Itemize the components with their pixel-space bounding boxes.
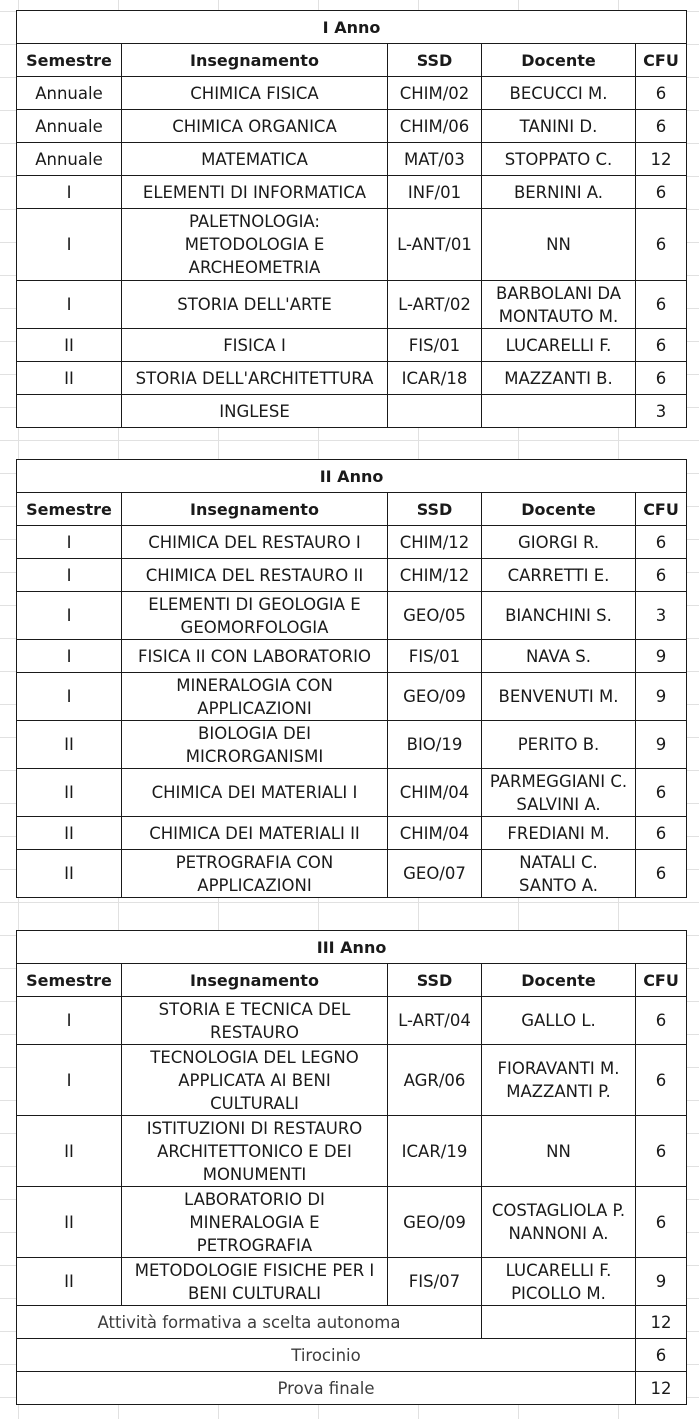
cell-cfu: 6 xyxy=(636,329,687,362)
cell-cfu: 6 xyxy=(636,817,687,850)
cell-docente: NN xyxy=(482,209,636,281)
cell-semestre: II xyxy=(17,362,122,395)
header-insegnamento: Insegnamento xyxy=(122,44,388,77)
table-row xyxy=(17,673,687,721)
cell-ssd: CHIM/06 xyxy=(388,110,482,143)
cell-cfu: 6 xyxy=(636,209,687,281)
cell-semestre: II xyxy=(17,769,122,817)
cell-ssd: FIS/01 xyxy=(388,329,482,362)
cell-cfu: 6 xyxy=(636,176,687,209)
header-ssd: SSD xyxy=(388,964,482,997)
cell-cfu: 6 xyxy=(636,526,687,559)
cell-ssd: L-ART/02 xyxy=(388,281,482,329)
cell-cfu: 6 xyxy=(636,997,687,1045)
table-row xyxy=(17,1045,687,1116)
cell-docente xyxy=(482,395,636,428)
cell-docente: TANINI D. xyxy=(482,110,636,143)
table-row xyxy=(17,176,687,209)
cell-ssd: BIO/19 xyxy=(388,721,482,769)
header-docente: Docente xyxy=(482,493,636,526)
cell-semestre: II xyxy=(17,1187,122,1258)
cell-semestre: II xyxy=(17,1258,122,1306)
cell-cfu: 9 xyxy=(636,673,687,721)
table-row xyxy=(17,640,687,673)
year-2-table xyxy=(16,459,687,898)
table-row xyxy=(17,362,687,395)
cell-cfu: 9 xyxy=(636,640,687,673)
year-3-block xyxy=(16,930,686,1405)
year-title: III Anno xyxy=(17,931,687,964)
cell-cfu: 6 xyxy=(636,559,687,592)
header-cfu: CFU xyxy=(636,493,687,526)
cell-cfu: 6 xyxy=(636,281,687,329)
year-1-block xyxy=(16,10,686,428)
table-row-extra xyxy=(17,1372,687,1405)
cell-insegnamento: METODOLOGIE FISICHE PER I BENI CULTURALI xyxy=(122,1258,388,1306)
cell-cfu: 6 xyxy=(636,110,687,143)
cell-insegnamento: BIOLOGIA DEI MICRORGANISMI xyxy=(122,721,388,769)
header-cfu: CFU xyxy=(636,964,687,997)
cell-insegnamento: CHIMICA DEL RESTAURO II xyxy=(122,559,388,592)
cell-docente: CARRETTI E. xyxy=(482,559,636,592)
cell-activity: Attività formativa a scelta autonoma xyxy=(17,1306,482,1339)
cell-docente: GIORGI R. xyxy=(482,526,636,559)
year-2-block xyxy=(16,459,686,898)
cell-cfu: 6 xyxy=(636,850,687,898)
cell-docente: NATALI C. SANTO A. xyxy=(482,850,636,898)
cell-insegnamento: CHIMICA FISICA xyxy=(122,77,388,110)
cell-cfu: 6 xyxy=(636,1187,687,1258)
cell-semestre: Annuale xyxy=(17,77,122,110)
cell-ssd: CHIM/04 xyxy=(388,769,482,817)
cell-activity: Prova finale xyxy=(17,1372,636,1405)
table-row xyxy=(17,526,687,559)
header-docente: Docente xyxy=(482,44,636,77)
table-row xyxy=(17,1258,687,1306)
cell-docente: MAZZANTI B. xyxy=(482,362,636,395)
cell-cfu: 6 xyxy=(636,1116,687,1187)
cell-insegnamento: STORIA DELL'ARCHITETTURA xyxy=(122,362,388,395)
cell-semestre: II xyxy=(17,1116,122,1187)
cell-semestre: I xyxy=(17,526,122,559)
year-3-table xyxy=(16,930,687,1405)
cell-docente: FIORAVANTI M. MAZZANTI P. xyxy=(482,1045,636,1116)
cell-semestre: I xyxy=(17,673,122,721)
cell-docente: FREDIANI M. xyxy=(482,817,636,850)
cell-semestre: II xyxy=(17,329,122,362)
table-row xyxy=(17,850,687,898)
cell-cfu: 6 xyxy=(636,362,687,395)
cell-semestre: I xyxy=(17,281,122,329)
cell-docente: LUCARELLI F. PICOLLO M. xyxy=(482,1258,636,1306)
table-row xyxy=(17,1187,687,1258)
cell-semestre: I xyxy=(17,640,122,673)
header-semestre: Semestre xyxy=(17,493,122,526)
cell-ssd: AGR/06 xyxy=(388,1045,482,1116)
cell-cfu: 12 xyxy=(636,1306,687,1339)
table-row-extra xyxy=(17,1339,687,1372)
cell-insegnamento: CHIMICA DEL RESTAURO I xyxy=(122,526,388,559)
cell-semestre: Annuale xyxy=(17,110,122,143)
header-cfu: CFU xyxy=(636,44,687,77)
cell-docente: COSTAGLIOLA P. NANNONI A. xyxy=(482,1187,636,1258)
cell-semestre: II xyxy=(17,817,122,850)
header-ssd: SSD xyxy=(388,493,482,526)
cell-ssd: GEO/07 xyxy=(388,850,482,898)
cell-cfu: 6 xyxy=(636,77,687,110)
cell-docente: PARMEGGIANI C. SALVINI A. xyxy=(482,769,636,817)
cell-insegnamento: STORIA DELL'ARTE xyxy=(122,281,388,329)
cell-ssd: L-ART/04 xyxy=(388,997,482,1045)
header-insegnamento: Insegnamento xyxy=(122,964,388,997)
cell-docente: BIANCHINI S. xyxy=(482,592,636,640)
cell-semestre: II xyxy=(17,721,122,769)
cell-ssd: GEO/09 xyxy=(388,673,482,721)
cell-docente: BERNINI A. xyxy=(482,176,636,209)
cell-docente: NAVA S. xyxy=(482,640,636,673)
cell-semestre: I xyxy=(17,176,122,209)
cell-ssd: MAT/03 xyxy=(388,143,482,176)
header-semestre: Semestre xyxy=(17,44,122,77)
cell-insegnamento: MATEMATICA xyxy=(122,143,388,176)
cell-insegnamento: ELEMENTI DI GEOLOGIA E GEOMORFOLOGIA xyxy=(122,592,388,640)
table-row xyxy=(17,395,687,428)
cell-docente: BARBOLANI DA MONTAUTO M. xyxy=(482,281,636,329)
header-insegnamento: Insegnamento xyxy=(122,493,388,526)
table-row xyxy=(17,1116,687,1187)
cell-semestre: I xyxy=(17,997,122,1045)
cell-insegnamento: CHIMICA ORGANICA xyxy=(122,110,388,143)
cell-ssd: CHIM/04 xyxy=(388,817,482,850)
cell-insegnamento: CHIMICA DEI MATERIALI II xyxy=(122,817,388,850)
table-row xyxy=(17,281,687,329)
cell-ssd: CHIM/02 xyxy=(388,77,482,110)
cell-insegnamento: TECNOLOGIA DEL LEGNO APPLICATA AI BENI CULTURALI xyxy=(122,1045,388,1116)
cell-insegnamento: CHIMICA DEI MATERIALI I xyxy=(122,769,388,817)
cell-ssd: FIS/07 xyxy=(388,1258,482,1306)
cell-cfu: 12 xyxy=(636,1372,687,1405)
year-title: I Anno xyxy=(17,11,687,44)
cell-ssd: FIS/01 xyxy=(388,640,482,673)
cell-cfu: 9 xyxy=(636,1258,687,1306)
year-title: II Anno xyxy=(17,460,687,493)
cell-ssd: GEO/05 xyxy=(388,592,482,640)
cell-semestre: I xyxy=(17,209,122,281)
cell-docente: BECUCCI M. xyxy=(482,77,636,110)
year-1-table xyxy=(16,10,687,428)
cell-ssd: CHIM/12 xyxy=(388,526,482,559)
cell-cfu: 6 xyxy=(636,1339,687,1372)
cell-semestre: I xyxy=(17,559,122,592)
cell-cfu: 3 xyxy=(636,395,687,428)
table-row xyxy=(17,997,687,1045)
table-row xyxy=(17,209,687,281)
cell-insegnamento: INGLESE xyxy=(122,395,388,428)
header-ssd: SSD xyxy=(388,44,482,77)
cell-ssd: INF/01 xyxy=(388,176,482,209)
table-row xyxy=(17,769,687,817)
cell-cfu: 6 xyxy=(636,769,687,817)
table-row xyxy=(17,721,687,769)
cell-ssd: CHIM/12 xyxy=(388,559,482,592)
table-row xyxy=(17,817,687,850)
cell-cfu: 3 xyxy=(636,592,687,640)
table-row xyxy=(17,143,687,176)
cell-insegnamento: ISTITUZIONI DI RESTAURO ARCHITETTONICO E DEI MONUMENTI xyxy=(122,1116,388,1187)
cell-docente: PERITO B. xyxy=(482,721,636,769)
cell-insegnamento: ELEMENTI DI INFORMATICA xyxy=(122,176,388,209)
cell-cfu: 6 xyxy=(636,1045,687,1116)
table-row xyxy=(17,559,687,592)
cell-ssd: ICAR/18 xyxy=(388,362,482,395)
cell-activity: Tirocinio xyxy=(17,1339,636,1372)
cell-insegnamento: MINERALOGIA CON APPLICAZIONI xyxy=(122,673,388,721)
cell-ssd: GEO/09 xyxy=(388,1187,482,1258)
cell-docente: STOPPATO C. xyxy=(482,143,636,176)
cell-cfu: 9 xyxy=(636,721,687,769)
cell-docente: GALLO L. xyxy=(482,997,636,1045)
cell-semestre xyxy=(17,395,122,428)
table-row xyxy=(17,592,687,640)
header-docente: Docente xyxy=(482,964,636,997)
cell-insegnamento: PALETNOLOGIA: METODOLOGIA E ARCHEOMETRIA xyxy=(122,209,388,281)
table-row xyxy=(17,77,687,110)
cell-cfu: 12 xyxy=(636,143,687,176)
table-row-extra xyxy=(17,1306,687,1339)
cell-insegnamento: FISICA I xyxy=(122,329,388,362)
cell-semestre: I xyxy=(17,592,122,640)
table-row xyxy=(17,329,687,362)
cell-insegnamento: FISICA II CON LABORATORIO xyxy=(122,640,388,673)
cell-ssd xyxy=(388,395,482,428)
cell-semestre: I xyxy=(17,1045,122,1116)
cell-semestre: Annuale xyxy=(17,143,122,176)
cell-insegnamento: STORIA E TECNICA DEL RESTAURO xyxy=(122,997,388,1045)
cell-docente: BENVENUTI M. xyxy=(482,673,636,721)
cell-docente: NN xyxy=(482,1116,636,1187)
cell-insegnamento: PETROGRAFIA CON APPLICAZIONI xyxy=(122,850,388,898)
header-semestre: Semestre xyxy=(17,964,122,997)
cell-docente xyxy=(482,1306,636,1339)
cell-insegnamento: LABORATORIO DI MINERALOGIA E PETROGRAFIA xyxy=(122,1187,388,1258)
cell-ssd: L-ANT/01 xyxy=(388,209,482,281)
cell-semestre: II xyxy=(17,850,122,898)
cell-ssd: ICAR/19 xyxy=(388,1116,482,1187)
table-row xyxy=(17,110,687,143)
cell-docente: LUCARELLI F. xyxy=(482,329,636,362)
